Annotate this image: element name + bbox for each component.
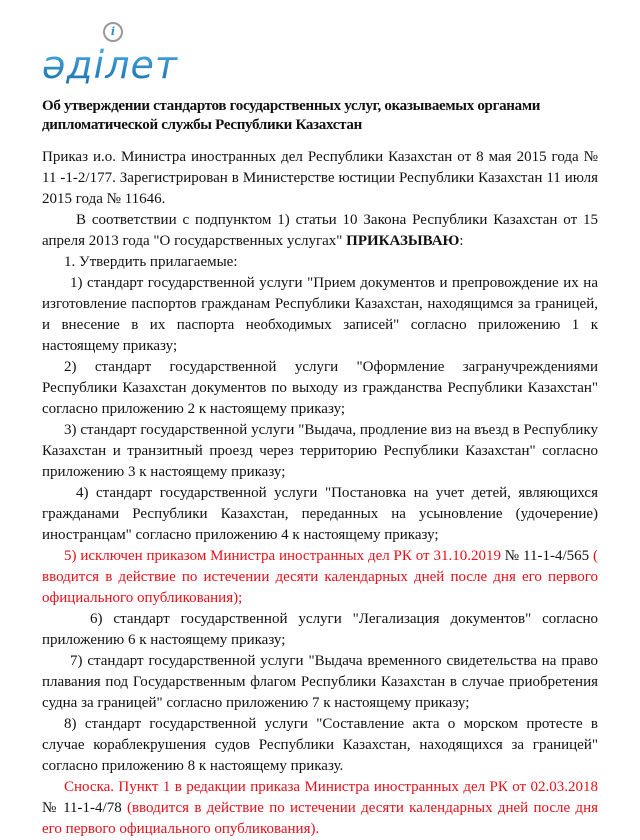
footnote: Сноска. Пункт 1 в редакции приказа Министра иностранных дел РК от 02.03.2018 № 11-1-4/78 (вводится в действие по истечении десяти календарных дней после дня его первого официального опубликования). xyxy=(42,779,598,837)
standard-5-excluded: 5) исключен приказом Министра иностранных дел РК от 31.10.2019 № 11-1-4/565 ( вводится в действие по истечении десяти календарных дней после дня его первого официального опубликования); xyxy=(42,548,598,606)
document-body xyxy=(42,97,598,840)
info-icon: i xyxy=(103,22,123,42)
item-1: 1. Утвердить прилагаемые: xyxy=(64,254,238,270)
standard-7: 7) стандарт государственной услуги "Выдача временного свидетельства на право плавания под Государственным флагом Республики Казахстан в случае приобретения судна за границей" согласно приложению 7 к настоящему приказу; xyxy=(42,653,598,711)
standard-2: 2) стандарт государственной услуги "Оформление загранучреждениями Республики Казахстан документов по выходу из гражданства Республики Казахстан" согласно приложению 2 к настоящему приказу; xyxy=(42,359,598,417)
standard-1: 1) стандарт государственной услуги "Прием документов и препровождение их на изготовление паспортов гражданам Республики Казахстан, находящимся за границей, и внесение в их паспорта необходимых записей" согласно приложению 1 к настоящему приказу; xyxy=(42,275,598,354)
document-title: Об утверждении стандартов государственных услуг, оказываемых органами дипломатической службы Республики Казахстан xyxy=(42,98,541,133)
standard-6: 6) стандарт государственной услуги "Легализация документов" согласно приложению 6 к настоящему приказу; xyxy=(42,611,598,648)
preamble: В соответствии с подпунктом 1) статьи 10 Закона Республики Казахстан от 15 апреля 2013 года "О государственных услугах" ПРИКАЗЫВАЮ: xyxy=(42,212,598,249)
footnote-order-link[interactable]: № 11-1-4/78 xyxy=(42,800,122,816)
adilet-logo[interactable]: әділет xyxy=(42,43,179,87)
order-word: ПРИКАЗЫВАЮ xyxy=(346,233,460,249)
standard-8: 8) стандарт государственной услуги "Составление акта о морском протесте в случае кораблекрушения судов Республики Казахстан, находящихся за границей" согласно приложению 8 к настоящему приказу. xyxy=(42,716,598,774)
standard-4: 4) стандарт государственной услуги "Постановка на учет детей, являющихся гражданами Республики Казахстан, переданных на усыновление (удочерение) иностранцам" согласно приложению 4 к настоящему приказу; xyxy=(42,485,598,543)
standard-3: 3) стандарт государственной услуги "Выдача, продление виз на въезд в Республику Казахстан и транзитный проезд через территорию Республики Казахстан" согласно приложению 3 к настоящему приказу; xyxy=(42,422,598,480)
excluded-order-link[interactable]: № 11-1-4/565 xyxy=(504,548,590,564)
order-info: Приказ и.о. Министра иностранных дел Республики Казахстан от 8 мая 2015 года № 11 -1-2/177. Зарегистрирован в Министерстве юстиции Республики Казахстан 11 июля 2015 года № 11646. xyxy=(42,149,598,207)
